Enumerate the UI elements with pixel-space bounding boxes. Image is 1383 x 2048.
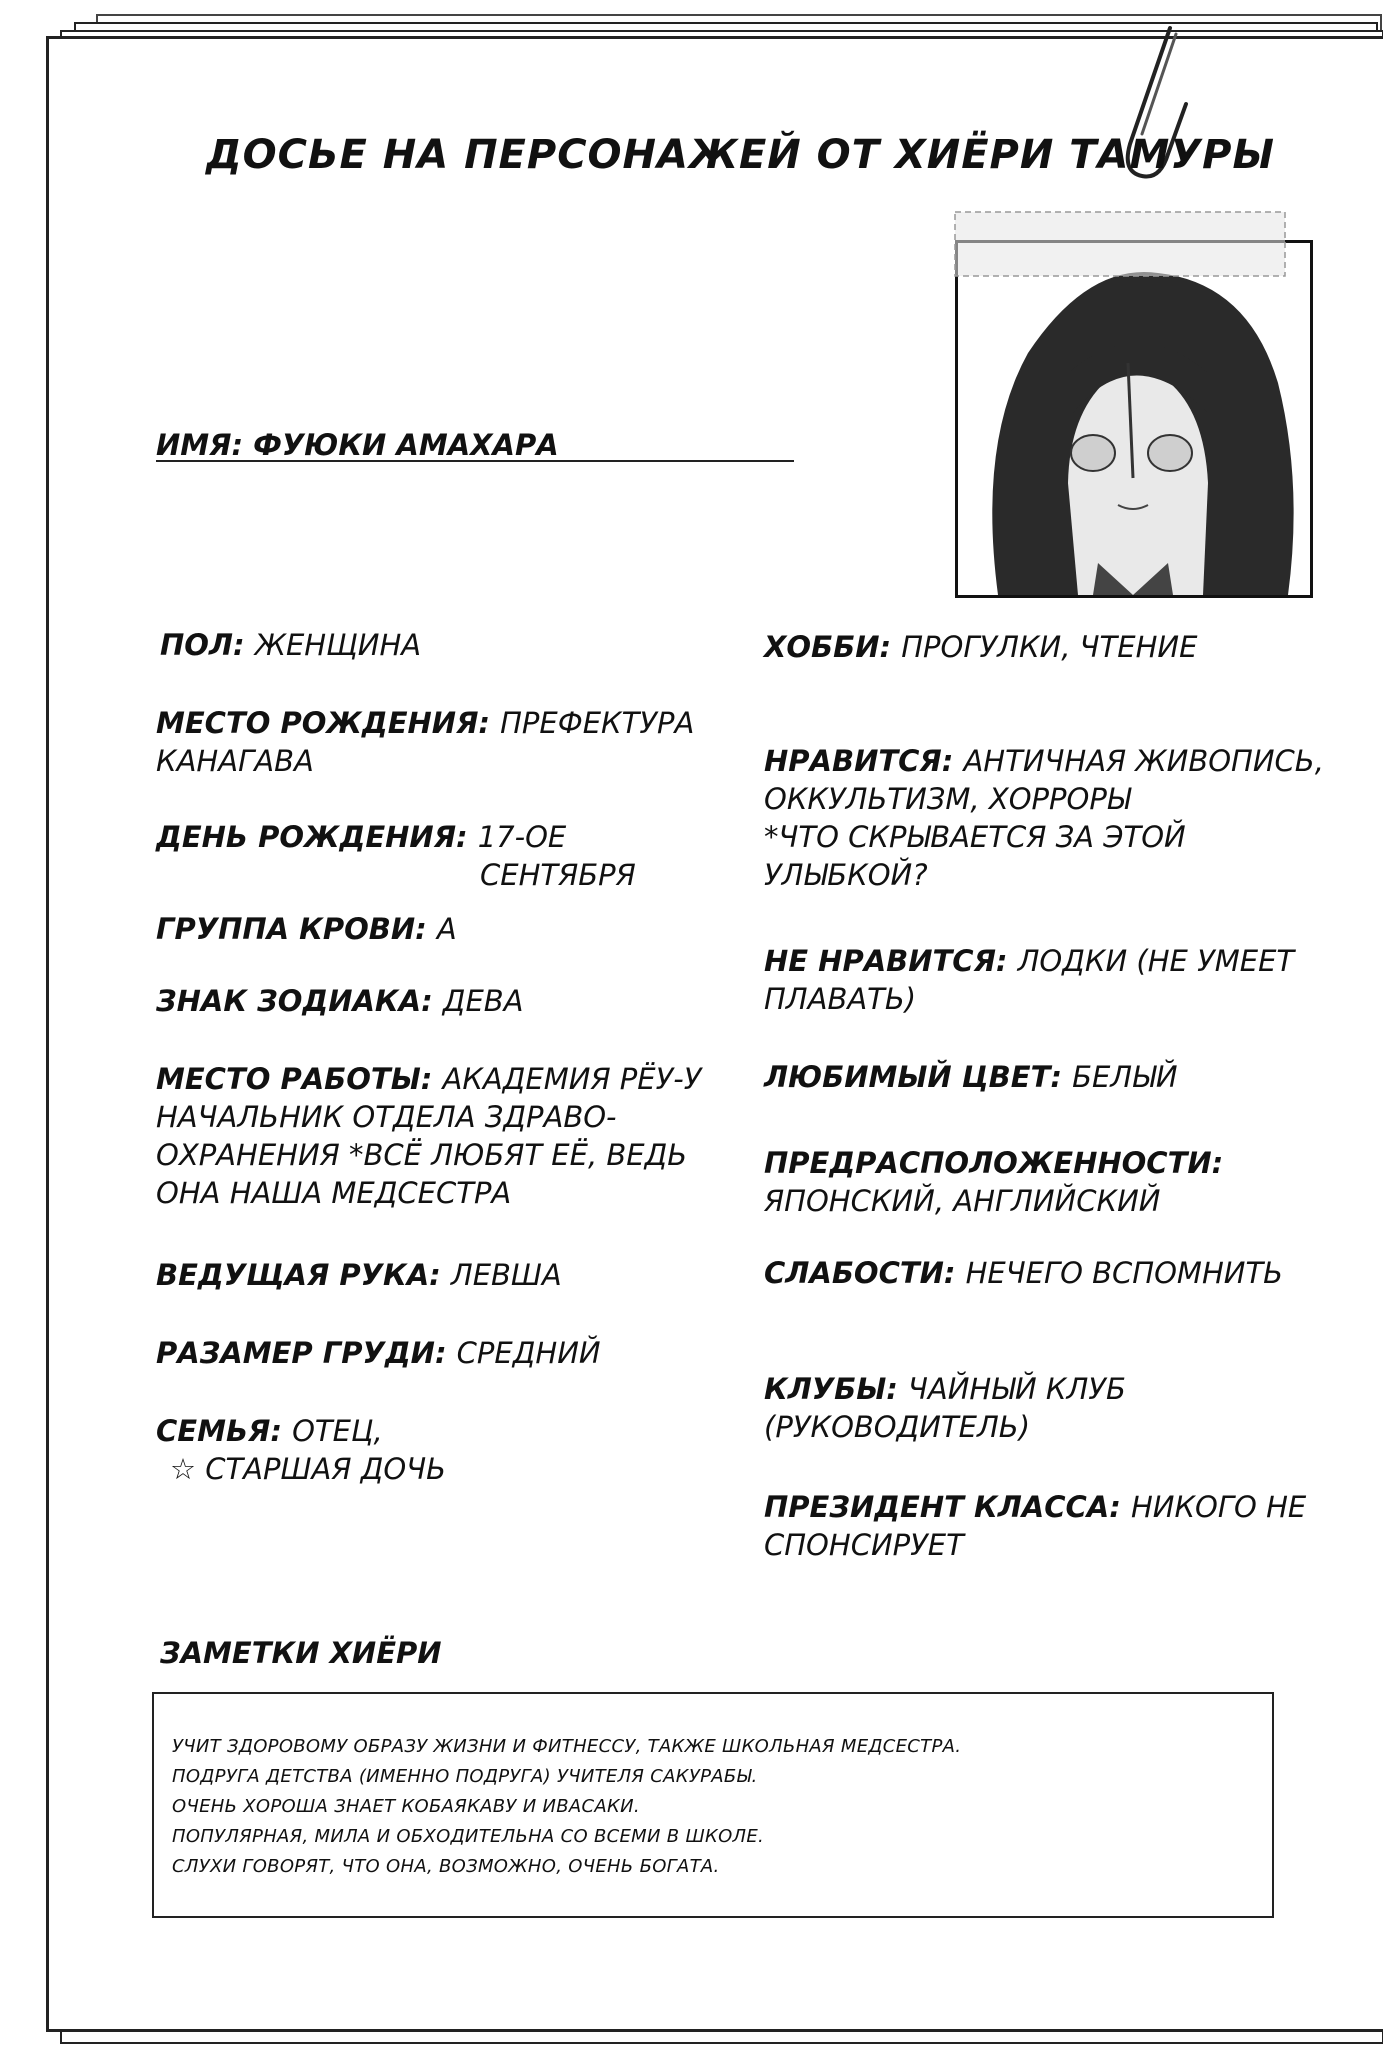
family-label: СЕМЬЯ: (156, 1414, 282, 1448)
notes-title: ЗАМЕТКИ ХИЁРИ (160, 1636, 442, 1670)
likes-line2: ОККУЛЬТИЗМ, ХОРРОРЫ (764, 782, 1131, 816)
weakness-label: СЛАБОСТИ: (764, 1256, 956, 1290)
name-value: ФУЮКИ АМАХАРА (253, 428, 559, 462)
field-weakness (764, 1254, 1283, 1292)
birthday-label: ДЕНЬ РОЖДЕНИЯ: (156, 820, 468, 854)
birthplace-value-line2: КАНАГАВА (156, 744, 314, 778)
weakness-value: НЕЧЕГО ВСПОМНИТЬ (965, 1256, 1284, 1290)
hobby-label: ХОББИ: (764, 630, 892, 664)
blood-value: А (436, 912, 457, 946)
field-dislikes (764, 942, 1294, 1018)
note-line: ПОПУЛЯРНАЯ, МИЛА И ОБХОДИТЕЛЬНА СО ВСЕМИ В ШКОЛЕ. (172, 1826, 765, 1847)
field-family (156, 1412, 446, 1488)
note-line: УЧИТ ЗДОРОВОМУ ОБРАЗУ ЖИЗНИ И ФИТНЕССУ, ТАКЖЕ ШКОЛЬНАЯ МЕДСЕСТРА. (172, 1736, 962, 1757)
birthday-value-line2: СЕНТЯБРЯ (480, 858, 636, 892)
field-workplace (156, 1060, 701, 1212)
president-value-line2: СПОНСИРУЕТ (764, 1528, 964, 1562)
field-blood (156, 910, 457, 948)
note-line: ОЧЕНЬ ХОРОША ЗНАЕТ КОБАЯКАВУ И ИВАСАКИ. (172, 1796, 640, 1817)
field-class-president (764, 1488, 1306, 1564)
zodiac-label: ЗНАК ЗОДИАКА: (156, 984, 433, 1018)
field-hobby (764, 628, 1197, 666)
field-bust (156, 1334, 601, 1372)
likes-label: НРАВИТСЯ: (764, 744, 954, 778)
field-zodiac (156, 982, 524, 1020)
character-portrait-image (958, 243, 1310, 595)
note-line: ПОДРУГА ДЕТСТВА (ИМЕННО ПОДРУГА) УЧИТЕЛЯ САКУРАБЫ. (172, 1766, 758, 1787)
gender-label: ПОЛ: (160, 628, 245, 662)
likes-line4: УЛЫБКОЙ? (764, 858, 928, 892)
family-value-line2: ☆ СТАРШАЯ ДОЧЬ (170, 1452, 446, 1486)
field-gender (160, 626, 421, 664)
notes-box (152, 1692, 1274, 1918)
family-value: ОТЕЦ, (292, 1414, 383, 1448)
workplace-label: МЕСТО РАБОТЫ: (156, 1062, 433, 1096)
hand-label: ВЕДУЩАЯ РУКА: (156, 1258, 441, 1292)
character-photo (955, 240, 1313, 598)
hand-value: ЛЕВША (450, 1258, 562, 1292)
field-clubs (764, 1370, 1126, 1446)
preferences-value: ЯПОНСКИЙ, АНГЛИЙСКИЙ (764, 1184, 1161, 1218)
dislikes-label: НЕ НРАВИТСЯ: (764, 944, 1008, 978)
field-birthday (156, 818, 636, 894)
field-favorite-color (764, 1058, 1178, 1096)
bust-value: СРЕДНИЙ (456, 1336, 601, 1370)
likes-line3: *ЧТО СКРЫВАЕТСЯ ЗА ЭТОЙ (764, 820, 1186, 854)
field-likes (764, 742, 1324, 894)
field-dominant-hand (156, 1256, 562, 1294)
birthplace-label: МЕСТО РОЖДЕНИЯ: (156, 706, 490, 740)
dislikes-value: ЛОДКИ (НЕ УМЕЕТ (1017, 944, 1295, 978)
bust-label: РАЗАМЕР ГРУДИ: (156, 1336, 447, 1370)
birthday-value: 17-ОЕ (477, 820, 567, 854)
clubs-value-line2: (РУКОВОДИТЕЛЬ) (764, 1410, 1031, 1444)
workplace-line3: ОХРАНЕНИЯ *ВСЁ ЛЮБЯТ ЕЁ, ВЕДЬ (156, 1138, 688, 1172)
page-title: ДОСЬЕ НА ПЕРСОНАЖЕЙ ОТ ХИЁРИ ТАМУРЫ (206, 132, 1275, 178)
field-birthplace (156, 704, 694, 780)
president-label: ПРЕЗИДЕНТ КЛАССА: (764, 1490, 1121, 1524)
birthplace-value: ПРЕФЕКТУРА (500, 706, 695, 740)
tape-strip (945, 206, 1295, 286)
note-line: СЛУХИ ГОВОРЯТ, ЧТО ОНА, ВОЗМОЖНО, ОЧЕНЬ БОГАТА. (172, 1856, 720, 1877)
clubs-label: КЛУБЫ: (764, 1372, 898, 1406)
name-field (156, 428, 794, 462)
workplace-line4: ОНА НАША МЕДСЕСТРА (156, 1176, 512, 1210)
clubs-value: ЧАЙНЫЙ КЛУБ (908, 1372, 1126, 1406)
gender-value: ЖЕНЩИНА (254, 628, 422, 662)
preferences-label: ПРЕДРАСПОЛОЖЕННОСТИ: (764, 1146, 1224, 1180)
field-preferences (764, 1144, 1223, 1220)
president-value: НИКОГО НЕ (1130, 1490, 1307, 1524)
dislikes-value-line2: ПЛАВАТЬ) (764, 982, 917, 1016)
workplace-value: АКАДЕМИЯ РЁУ-У (442, 1062, 702, 1096)
blood-label: ГРУППА КРОВИ: (156, 912, 427, 946)
workplace-line2: НАЧАЛЬНИК ОТДЕЛА ЗДРАВО- (156, 1100, 617, 1134)
name-label: ИМЯ: (156, 428, 244, 462)
color-label: ЛЮБИМЫЙ ЦВЕТ: (764, 1060, 1062, 1094)
likes-value: АНТИЧНАЯ ЖИВОПИСЬ, (963, 744, 1324, 778)
hobby-value: ПРОГУЛКИ, ЧТЕНИЕ (901, 630, 1198, 664)
color-value: БЕЛЫЙ (1072, 1060, 1178, 1094)
zodiac-value: ДЕВА (442, 984, 524, 1018)
